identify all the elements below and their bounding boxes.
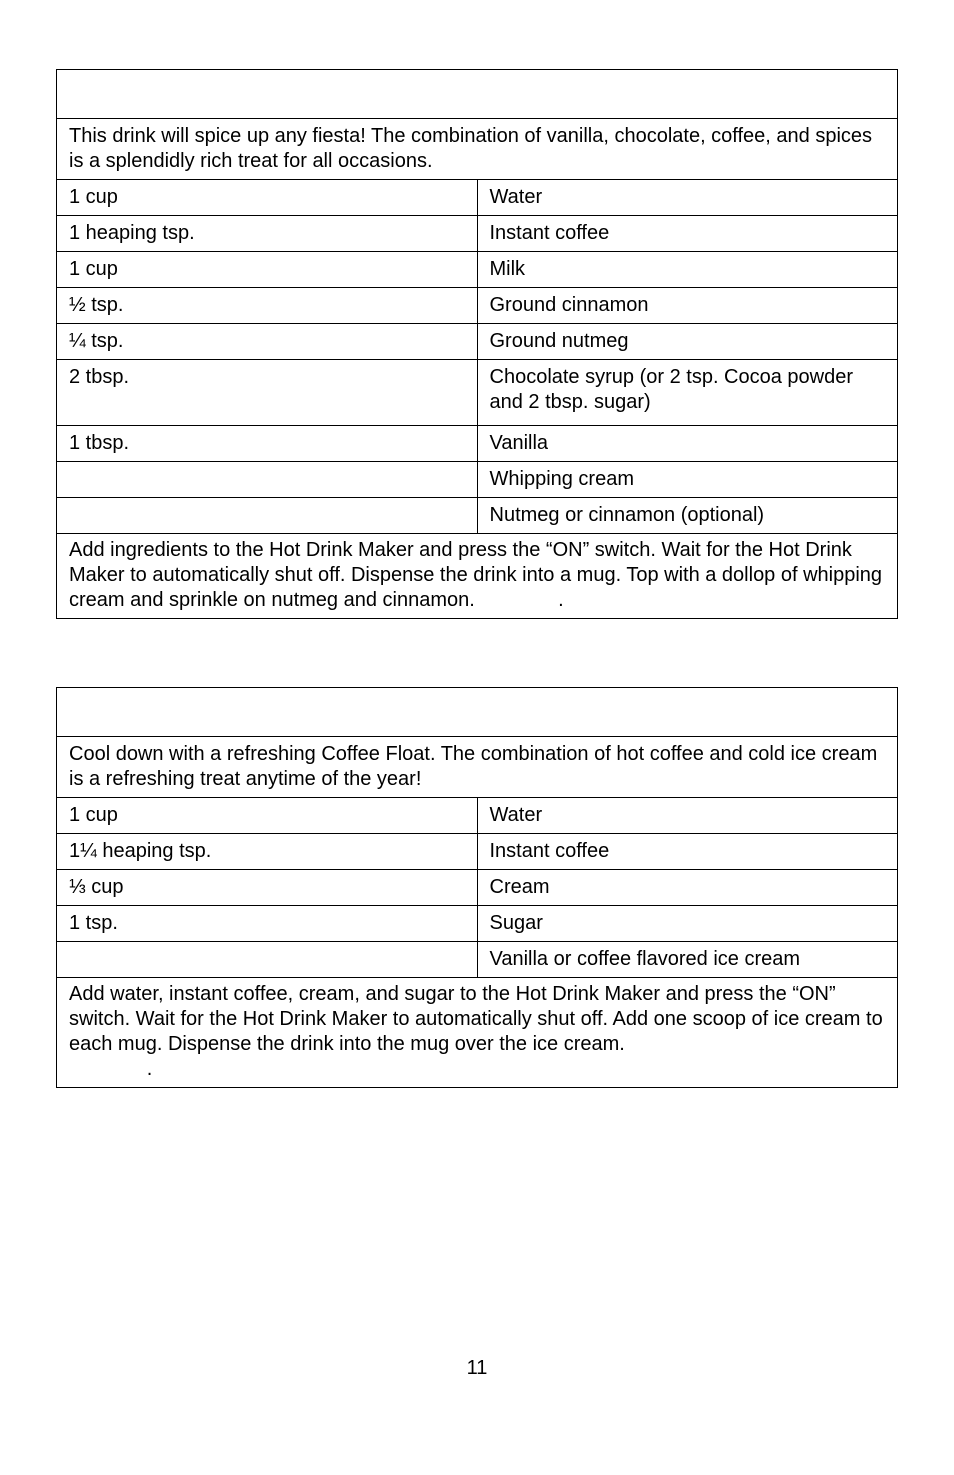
ingredient-qty: ½ tsp. bbox=[57, 288, 478, 324]
recipe-title bbox=[57, 70, 898, 119]
recipe-intro-row bbox=[57, 119, 898, 180]
recipe-directions: Add ingredients to the Hot Drink Maker and press the “ON” switch. Wait for the Hot Drink Maker to automatically shut off. Dispense the drink into a mug. Top with a dollop of whipping cream and sprinkle on nutmeg and cinnamon. bbox=[69, 539, 883, 611]
ingredient-item: Whipping cream bbox=[477, 462, 898, 498]
ingredient-item: Cream bbox=[477, 870, 898, 906]
recipe-title-row bbox=[57, 70, 898, 119]
recipe-table-2 bbox=[56, 687, 898, 1088]
ingredient-row bbox=[57, 942, 898, 978]
ingredient-item: Vanilla bbox=[477, 426, 898, 462]
recipe-directions: Add water, instant coffee, cream, and sugar to the Hot Drink Maker and press the “ON” switch. Wait for the Hot Drink Maker to automatically shut off. Add one scoop of ice cream to each mug. Dispense the drink into the mug over the ice cream. bbox=[69, 983, 883, 1055]
recipe-title bbox=[57, 688, 898, 737]
ingredient-qty bbox=[57, 462, 478, 498]
ingredient-row bbox=[57, 252, 898, 288]
ingredient-item: Instant coffee bbox=[477, 834, 898, 870]
ingredient-item: Instant coffee bbox=[477, 216, 898, 252]
ingredient-qty bbox=[57, 942, 478, 978]
recipe-intro-row bbox=[57, 737, 898, 798]
ingredient-row bbox=[57, 180, 898, 216]
recipe-directions-cell bbox=[57, 978, 898, 1088]
ingredient-row bbox=[57, 798, 898, 834]
page-number: 11 bbox=[466, 1357, 488, 1379]
ingredient-qty: 1 tbsp. bbox=[57, 426, 478, 462]
ingredient-item: Chocolate syrup (or 2 tsp. Cocoa powder and 2 tbsp. sugar) bbox=[477, 360, 898, 426]
ingredient-item: Ground cinnamon bbox=[477, 288, 898, 324]
ingredient-item: Vanilla or coffee flavored ice cream bbox=[477, 942, 898, 978]
recipe-directions-row bbox=[57, 534, 898, 619]
ingredient-row bbox=[57, 324, 898, 360]
ingredient-row bbox=[57, 870, 898, 906]
ingredient-qty: 2 tbsp. bbox=[57, 360, 478, 426]
recipe-directions-trailing: . bbox=[69, 1058, 153, 1080]
ingredient-qty: 1 cup bbox=[57, 252, 478, 288]
ingredient-item: Ground nutmeg bbox=[477, 324, 898, 360]
ingredient-row bbox=[57, 462, 898, 498]
ingredient-row bbox=[57, 288, 898, 324]
ingredient-item: Sugar bbox=[477, 906, 898, 942]
ingredient-qty: ¼ tsp. bbox=[57, 324, 478, 360]
ingredient-item: Milk bbox=[477, 252, 898, 288]
ingredient-row bbox=[57, 498, 898, 534]
recipe-title-row bbox=[57, 688, 898, 737]
ingredient-row bbox=[57, 834, 898, 870]
recipe-intro: This drink will spice up any fiesta! The combination of vanilla, chocolate, coffee, and spices is a splendidly rich treat for all occasions. bbox=[57, 119, 898, 180]
ingredient-item: Water bbox=[477, 798, 898, 834]
recipe-directions-row bbox=[57, 978, 898, 1088]
recipe-directions-cell bbox=[57, 534, 898, 619]
recipe-intro: Cool down with a refreshing Coffee Float. The combination of hot coffee and cold ice cream is a refreshing treat anytime of the year! bbox=[57, 737, 898, 798]
ingredient-qty: ⅓ cup bbox=[57, 870, 478, 906]
ingredient-qty bbox=[57, 498, 478, 534]
recipe-directions-trailing: . bbox=[474, 589, 564, 611]
ingredient-item: Water bbox=[477, 180, 898, 216]
ingredient-row bbox=[57, 426, 898, 462]
ingredient-qty: 1¼ heaping tsp. bbox=[57, 834, 478, 870]
ingredient-item: Nutmeg or cinnamon (optional) bbox=[477, 498, 898, 534]
ingredient-row bbox=[57, 216, 898, 252]
ingredient-row bbox=[57, 906, 898, 942]
ingredient-qty: 1 heaping tsp. bbox=[57, 216, 478, 252]
recipe-table-1 bbox=[56, 69, 898, 619]
ingredient-qty: 1 tsp. bbox=[57, 906, 478, 942]
ingredient-qty: 1 cup bbox=[57, 798, 478, 834]
ingredient-row bbox=[57, 360, 898, 426]
ingredient-qty: 1 cup bbox=[57, 180, 478, 216]
